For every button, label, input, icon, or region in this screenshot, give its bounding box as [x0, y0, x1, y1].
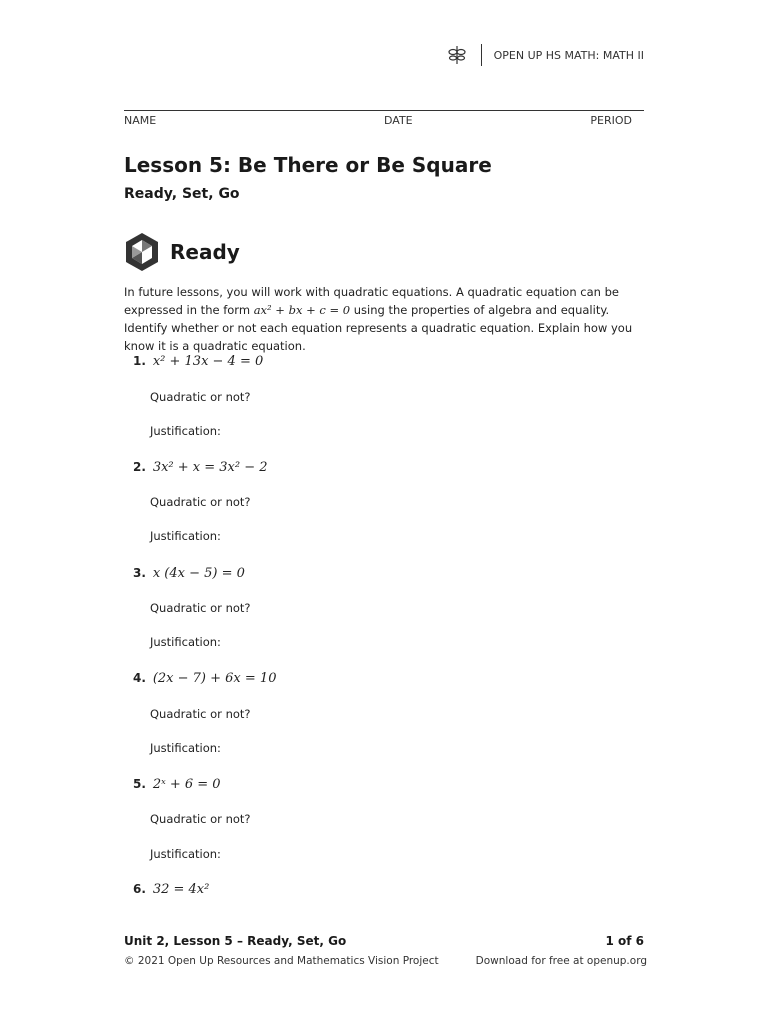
problem-equation: (2x − 7) + 6x = 10	[152, 671, 277, 686]
justification-prompt: Justification:	[150, 529, 221, 543]
ready-section-heading	[124, 232, 240, 272]
problem-equation: 2ˣ + 6 = 0	[152, 777, 221, 792]
problem-1	[133, 354, 263, 369]
problem-number: 4.	[133, 671, 146, 685]
header-divider	[481, 44, 482, 66]
footer-download-link[interactable]: Download for free at openup.org	[475, 955, 647, 967]
justification-prompt: Justification:	[150, 424, 221, 438]
date-label: DATE	[384, 114, 413, 127]
problem-5	[133, 777, 221, 792]
ready-label: Ready	[170, 240, 240, 264]
problem-2	[133, 460, 268, 475]
footer-page-number: 1 of 6	[605, 934, 644, 948]
lesson-title: Lesson 5: Be There or Be Square	[124, 153, 492, 177]
quadratic-prompt: Quadratic or not?	[150, 601, 251, 615]
ready-hexagon-icon	[124, 232, 160, 272]
quadratic-prompt: Quadratic or not?	[150, 390, 251, 404]
problem-3	[133, 566, 245, 581]
name-label: NAME	[124, 114, 157, 127]
problem-equation: 32 = 4x²	[152, 882, 210, 897]
student-info-row	[124, 110, 644, 128]
intro-text-2: using the properties of algebra and equality. Identify whether or not each equation represents a quadratic equation. Explain how you know it is a quadratic equation.	[124, 303, 633, 353]
problem-number: 3.	[133, 566, 146, 580]
quadratic-prompt: Quadratic or not?	[150, 812, 251, 826]
problem-4	[133, 671, 276, 686]
justification-prompt: Justification:	[150, 741, 221, 755]
lesson-subtitle: Ready, Set, Go	[124, 186, 240, 202]
quadratic-prompt: Quadratic or not?	[150, 495, 251, 509]
quadratic-form-formula: ax² + bx + c = 0	[253, 303, 351, 317]
instructions-paragraph	[124, 283, 644, 355]
open-up-logo-icon	[447, 45, 467, 65]
justification-prompt: Justification:	[150, 847, 221, 861]
problem-number: 2.	[133, 460, 146, 474]
course-title: OPEN UP HS MATH: MATH II	[493, 48, 644, 62]
problem-equation: 3x² + x = 3x² − 2	[152, 460, 268, 475]
quadratic-prompt: Quadratic or not?	[150, 707, 251, 721]
problem-equation: x (4x − 5) = 0	[152, 566, 245, 581]
footer-copyright: © 2021 Open Up Resources and Mathematics Vision Project	[124, 955, 439, 967]
page-header	[447, 44, 644, 66]
justification-prompt: Justification:	[150, 635, 221, 649]
problem-number: 5.	[133, 777, 146, 791]
period-label: PERIOD	[590, 114, 632, 127]
problem-equation: x² + 13x − 4 = 0	[152, 354, 264, 369]
intro-text-1: In future lessons, you will work with quadratic equations. A quadratic equation can be expressed in the form	[124, 285, 619, 317]
footer-unit-title: Unit 2, Lesson 5 – Ready, Set, Go	[124, 934, 347, 948]
problem-6	[133, 882, 209, 897]
problem-number: 1.	[133, 354, 146, 368]
problem-number: 6.	[133, 882, 146, 896]
